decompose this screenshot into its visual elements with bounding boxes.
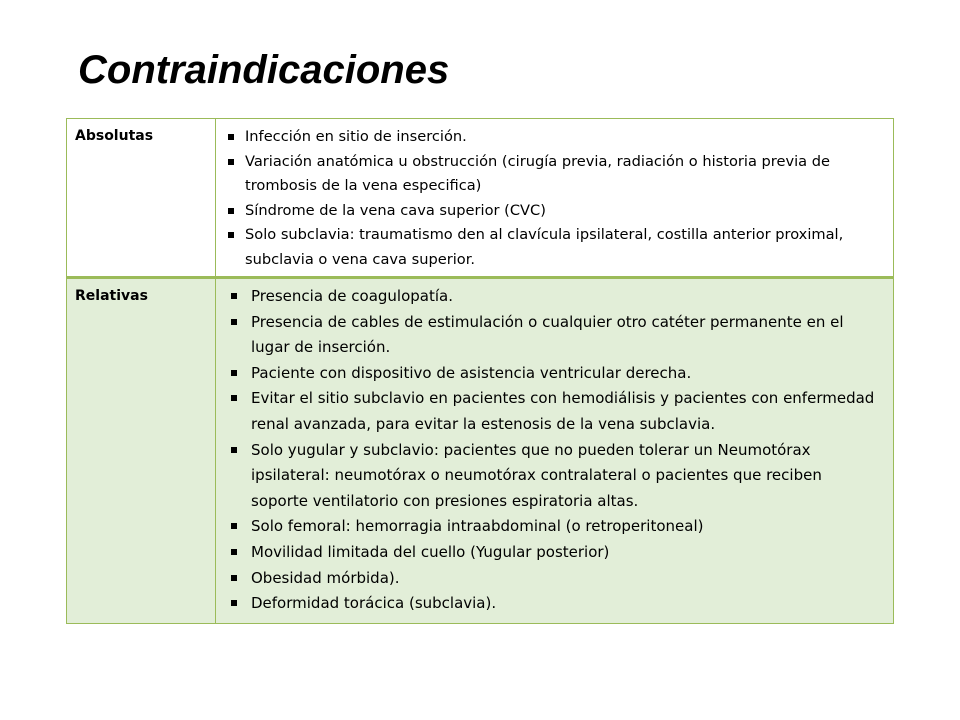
square-bullet-icon [231,319,237,325]
list-item [228,125,883,150]
square-bullet-icon [231,395,237,401]
page-title: Contraindicaciones [78,48,450,92]
square-bullet-icon [228,134,234,140]
list-item [228,361,883,387]
row-label-cell [67,278,216,624]
list-item [228,591,883,617]
row-label-cell [67,119,216,278]
row-content-cell [216,119,894,278]
list-item [228,284,883,310]
square-bullet-icon [231,600,237,606]
square-bullet-icon [231,447,237,453]
list-item-text: Infección en sitio de inserción. [245,128,467,145]
bullet-list-absolutas [216,119,893,276]
square-bullet-icon [231,293,237,299]
square-bullet-icon [228,159,234,165]
row-content-cell [216,278,894,624]
list-item-text: Solo yugular y subclavio: pacientes que no pueden tolerar un Neumotórax ipsilateral: neumotórax o neumotórax contralateral o pacientes que reciben soporte ventilatorio con presiones espiratoria altas. [251,440,822,510]
square-bullet-icon [231,549,237,555]
list-item-text: Síndrome de la vena cava superior (CVC) [245,201,546,219]
list-item [228,438,883,515]
row-label-relativas: Relativas [75,288,148,304]
table-row-relativas [67,278,894,624]
list-item [228,199,883,224]
square-bullet-icon [231,523,237,529]
list-item-text: Solo femoral: hemorragia intraabdominal (o retroperitoneal) [251,517,704,536]
bullet-list-relativas [216,279,893,623]
square-bullet-icon [231,370,237,376]
list-item-text: Variación anatómica u obstrucción (cirugía previa, radiación o historia previa de trombosis de la vena especifica) [245,152,830,194]
contraindications-table [66,118,894,624]
list-item [228,310,883,361]
square-bullet-icon [228,232,234,238]
list-item-text: Movilidad limitada del cuello (Yugular posterior) [251,542,610,561]
list-item [228,223,883,272]
table-row-absolutas [67,119,894,278]
square-bullet-icon [231,575,237,581]
list-item-text: Presencia de coagulopatía. [251,287,454,305]
list-item [228,514,883,540]
list-item [228,540,883,566]
square-bullet-icon [228,208,234,214]
list-item-text: Solo subclavia: traumatismo den al clavícula ipsilateral, costilla anterior proximal, subclavia o vena cava superior. [245,226,844,268]
list-item [228,386,883,437]
list-item-text: Deformidad torácica (subclavia). [251,594,497,613]
list-item-text: Obesidad mórbida). [251,568,400,587]
list-item-text: Paciente con dispositivo de asistencia ventricular derecha. [251,363,692,382]
list-item [228,150,883,199]
list-item [228,566,883,592]
list-item-text: Evitar el sitio subclavio en pacientes con hemodiálisis y pacientes con enfermedad renal avanzada, para evitar la estenosis de la vena subclavia. [251,389,875,433]
list-item-text: Presencia de cables de estimulación o cualquier otro catéter permanente en el lugar de inserción. [251,312,844,357]
row-label-absolutas: Absolutas [75,128,154,144]
